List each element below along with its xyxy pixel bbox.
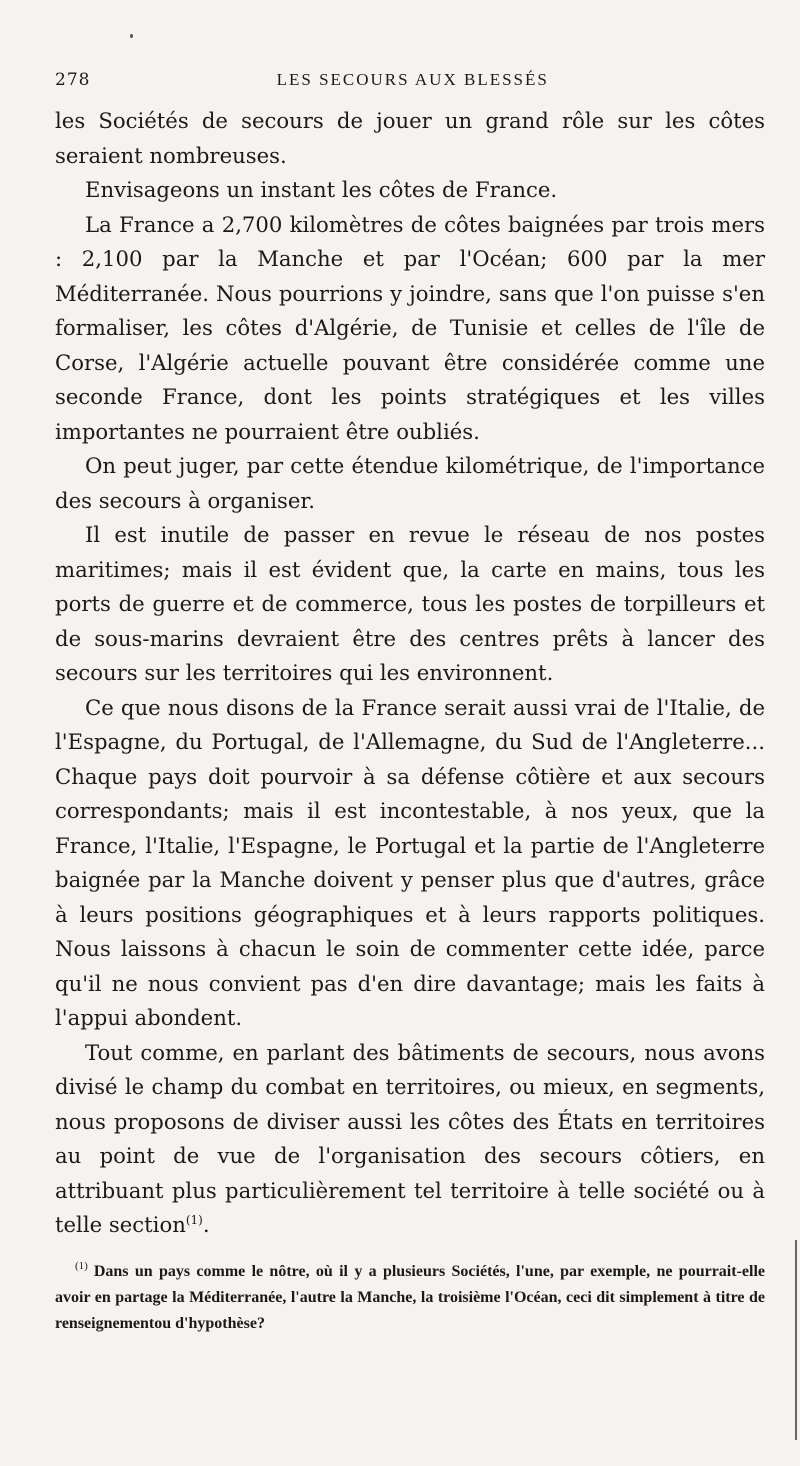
book-page — [55, 70, 765, 1337]
page-edge-shadow — [795, 1240, 797, 1440]
paragraph-end: . — [202, 1212, 210, 1237]
footnote-text-block — [55, 1259, 765, 1337]
page-speck — [130, 34, 133, 38]
paragraph-last — [55, 1036, 765, 1243]
footnote-text: Dans un pays comme le nôtre, où il y a plusieurs Sociétés, l'une, par exemple, ne pourrait-elle avoir en partage la Méditerranée, l'autre la Manche, la troisième l'Océan, ceci dit simplement à titre de renseignementou d'hypothèse? — [55, 1262, 765, 1332]
page-number: 278 — [55, 70, 91, 90]
page-header — [55, 70, 765, 90]
paragraph: La France a 2,700 kilomètres de côtes baignées par trois mers : 2,100 par la Manche et par l'Océan; 600 par la mer Méditerranée. Nous pourrions y joindre, sans que l'on puisse s'en formaliser, les côtes d'Algérie, de Tunisie et celles de l'île de Corse, l'Algérie actuelle pouvant être considérée comme une seconde France, dont les points stratégiques et les villes importantes ne pourraient être oubliés. — [55, 211, 765, 444]
footnote-reference[interactable]: (1) — [185, 1212, 203, 1227]
paragraph: Envisageons un instant les côtes de France. — [85, 177, 558, 202]
footnote-number: (1) — [75, 1260, 88, 1273]
paragraph-text: Tout comme, en parlant des bâtiments de secours, nous avons divisé le champ du combat en territoires, ou mieux, en segments, nous proposons de diviser aussi les côtes des États en territoires au point de vue de l'organisation des secours côtiers, en attribuant plus particulièrement tel territoire à telle société ou à telle section — [55, 1039, 765, 1237]
paragraph: Il est inutile de passer en revue le réseau de nos postes maritimes; mais il est évident que, la carte en mains, tous les ports de guerre et de commerce, tous les postes de torpilleurs et de sous-marins devraient être des centres prêts à lancer des secours sur les territoires qui les environnent. — [55, 522, 765, 685]
footnote — [55, 1259, 765, 1337]
paragraph: On peut juger, par cette étendue kilométrique, de l'importance des secours à organiser. — [55, 453, 765, 513]
paragraph: les Sociétés de secours de jouer un grand rôle sur les côtes seraient nombreuses. — [55, 108, 765, 168]
body-text — [55, 104, 765, 1243]
paragraph: Ce que nous disons de la France serait aussi vrai de l'Italie, de l'Espagne, du Portugal, de l'Allemagne, du Sud de l'Angleterre... Chaque pays doit pourvoir à sa défense côtière et aux secours correspondants; mais il est incontestable, à nos yeux, que la France, l'Italie, l'Espagne, le Portugal et la partie de l'Angleterre baignée par la Manche doivent y penser plus que d'autres, grâce à leurs positions géographiques et à leurs rapports politiques. Nous laissons à chacun le soin de commenter cette idée, parce qu'il ne nous convient pas d'en dire davantage; mais les faits à l'appui abondent. — [55, 694, 765, 1030]
running-title: LES SECOURS AUX BLESSÉS — [276, 70, 549, 89]
